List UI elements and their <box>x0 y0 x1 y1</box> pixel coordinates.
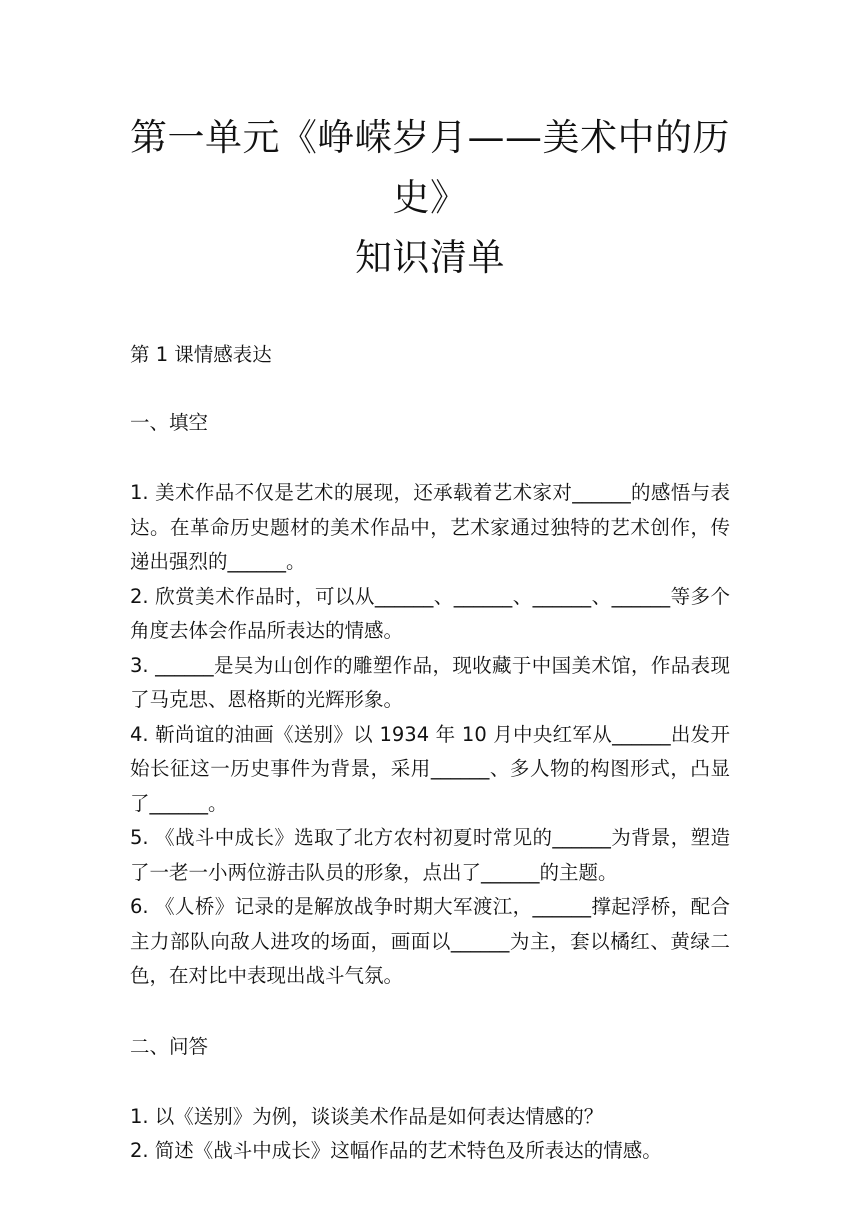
list-item: 2. 欣赏美术作品时，可以从______、______、______、______等多个角度去体会作品所表达的情感。 <box>130 584 730 642</box>
title-line-2: 知识清单 <box>355 236 505 279</box>
document-title <box>130 108 730 288</box>
fill-blank-list <box>130 476 730 994</box>
list-item: 1. 以《送别》为例，谈谈美术作品是如何表达情感的？ <box>130 1104 604 1128</box>
section-heading-questions: 二、问答 <box>130 1034 209 1058</box>
question-list <box>130 1100 730 1169</box>
list-item: 6. 《人桥》记录的是解放战争时期大军渡江，______撑起浮桥，配合主力部队向敌人进攻的场面，画面以______为主，套以橘红、黄绿二色，在对比中表现出战斗气氛。 <box>130 895 730 987</box>
list-item: 2. 简述《战斗中成长》这幅作品的艺术特色及所表达的情感。 <box>130 1139 662 1162</box>
list-item: 1. 美术作品不仅是艺术的展现，还承载着艺术家对______的感悟与表达。在革命历史题材的美术作品中，艺术家通过独特的艺术创作，传递出强烈的______。 <box>130 481 730 573</box>
list-item: 4. 靳尚谊的油画《送别》以 1934 年 10 月中央红军从______出发开始长征这一历史事件为背景，采用______、多人物的构图形式，凸显了______。 <box>130 722 730 815</box>
document-page <box>130 108 730 1169</box>
lesson-title: 第 1 课情感表达 <box>130 343 272 366</box>
list-item: 5. 《战斗中成长》选取了北方农村初夏时常见的______为背景，塑造了一老一小两位游击队员的形象，点出了______的主题。 <box>130 826 730 884</box>
title-line-1: 第一单元《峥嵘岁月——美术中的历史》 <box>130 116 730 219</box>
section-heading-fill-blank: 一、填空 <box>130 411 209 434</box>
list-item: 3. ______是吴为山创作的雕塑作品，现收藏于中国美术馆，作品表现了马克思、恩格斯的光辉形象。 <box>130 653 730 711</box>
